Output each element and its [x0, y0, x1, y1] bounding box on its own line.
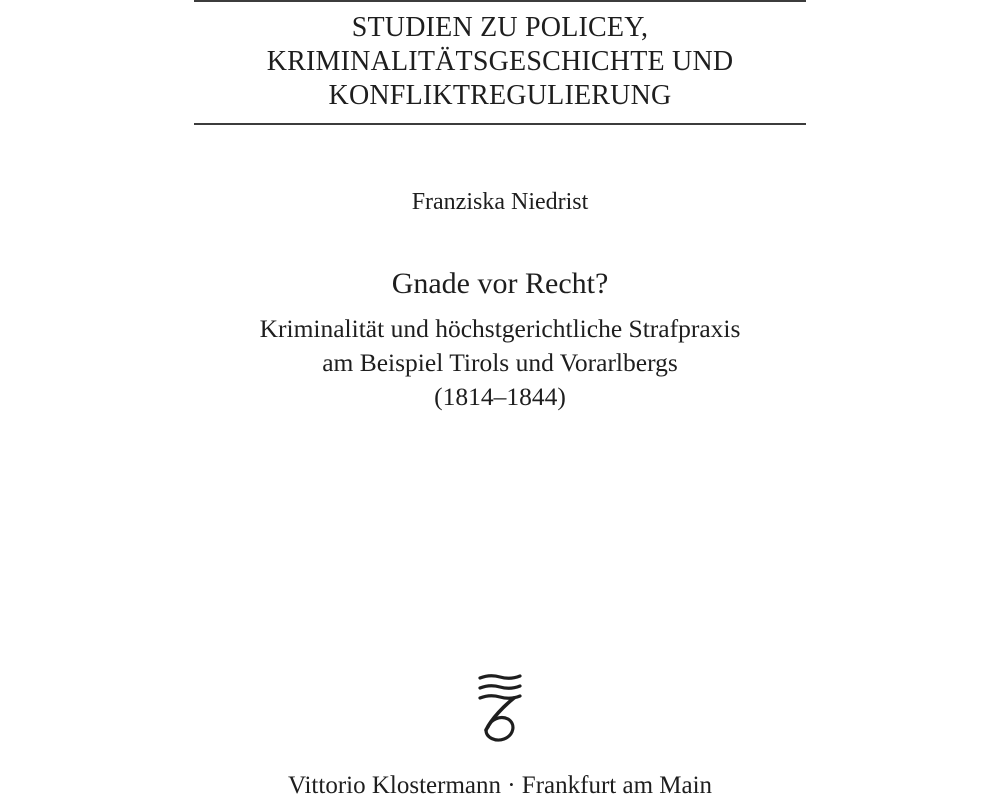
series-bottom-rule — [194, 123, 806, 125]
book-title: Gnade vor Recht? — [391, 267, 609, 300]
subtitle-line-3: (1814–1844) — [434, 382, 566, 411]
author-name: Franziska Niedrist — [411, 189, 589, 215]
publisher-logo-icon — [474, 672, 526, 744]
series-title-line-3: KONFLIKTREGULIERUNG — [328, 80, 672, 111]
series-title-line-2: KRIMINALITÄTSGESCHICHTE UND — [266, 46, 734, 77]
subtitle-line-2: am Beispiel Tirols und Vorarlbergs — [322, 348, 678, 377]
series-top-rule — [194, 0, 806, 2]
publisher-imprint: Vittorio Klostermann · Frankfurt am Main — [287, 772, 713, 799]
book-subtitle — [0, 312, 1000, 414]
series-title-line-1: STUDIEN ZU POLICEY, — [351, 12, 649, 43]
subtitle-line-1: Kriminalität und höchstgerichtliche Strafpraxis — [259, 314, 741, 343]
series-title — [0, 11, 1000, 113]
